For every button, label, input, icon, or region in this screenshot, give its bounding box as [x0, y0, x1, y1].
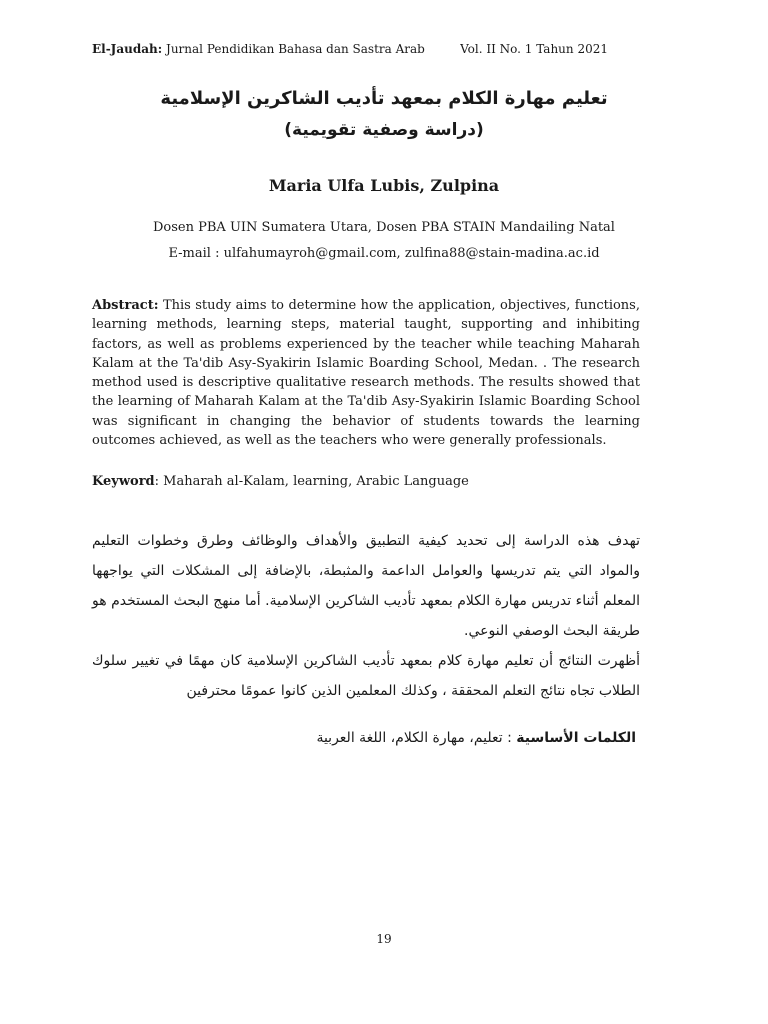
abstract-arabic-paragraph-2: أظهرت النتائج أن تعليم مهارة كلام بمعهد تأديب الشاكرين الإسلامية كان مهمًا في تغيير سلوك الطلاب تجاه نتائج التعلم المحققة ، وكذلك المعلمين الذين كانوا عمومًا محترفين	[92, 653, 640, 699]
keyword-label: Keyword	[92, 474, 155, 489]
abstract-english	[92, 296, 640, 450]
keywords-arabic	[92, 730, 636, 746]
page-number: 19	[376, 932, 392, 946]
affiliation: Dosen PBA UIN Sumatera Utara, Dosen PBA STAIN Mandailing Natal	[153, 220, 615, 235]
running-header	[92, 42, 608, 56]
keywords-english	[92, 474, 640, 489]
abstract-arabic	[92, 526, 640, 706]
journal-title	[92, 42, 425, 56]
paper-subtitle-arabic: (دراسة وصفية تقويمية)	[284, 120, 484, 140]
keywords-arabic-label: الكلمات الأساسية	[516, 730, 636, 746]
journal-volume: Vol. II No. 1 Tahun 2021	[460, 42, 608, 56]
keyword-text: : Maharah al-Kalam, learning, Arabic Language	[154, 474, 469, 489]
abstract-text: This study aims to determine how the application, objectives, functions, learning methods, learning steps, material taught, supporting and inhibiting factors, as well as problems experienced by the teacher while teaching Maharah Kalam at the Ta'dib Asy-Syakirin Islamic Boarding School, Medan. . The research method used is descriptive qualitative research methods. The results showed that the learning of Maharah Kalam at the Ta'dib Asy-Syakirin Islamic Boarding School was significant in changing the behavior of students towards the learning outcomes achieved, as well as the teachers who were generally professionals.	[92, 298, 640, 449]
journal-subtitle: Jurnal Pendidikan Bahasa dan Sastra Arab	[166, 42, 425, 56]
paper-title-arabic: تعليم مهارة الكلام بمعهد تأديب الشاكرين الإسلامية	[160, 88, 608, 109]
authors: Maria Ulfa Lubis, Zulpina	[268, 176, 500, 195]
abstract-arabic-paragraph-1: تهدف هذه الدراسة إلى تحديد كيفية التطبيق والأهداف والوظائف وطرق وخطوات التعليم والمواد التي يتم تدريسها والعوامل الداعمة والمثبطة، بالإضافة إلى المشكلات التي يواجهها المعلم أثناء تدريس مهارة الكلام بمعهد تأديب الشاكرين الإسلامية. أما منهج البحث المستخدم هو طريقة البحث الوصفي النوعي.	[92, 533, 640, 639]
keywords-arabic-text: : تعليم، مهارة الكلام، اللغة العربية	[316, 730, 512, 746]
email-line: E-mail : ulfahumayroh@gmail.com, zulfina88@stain-madina.ac.id	[168, 246, 600, 261]
abstract-label: Abstract:	[92, 298, 159, 313]
journal-name: El-Jaudah:	[92, 42, 163, 56]
